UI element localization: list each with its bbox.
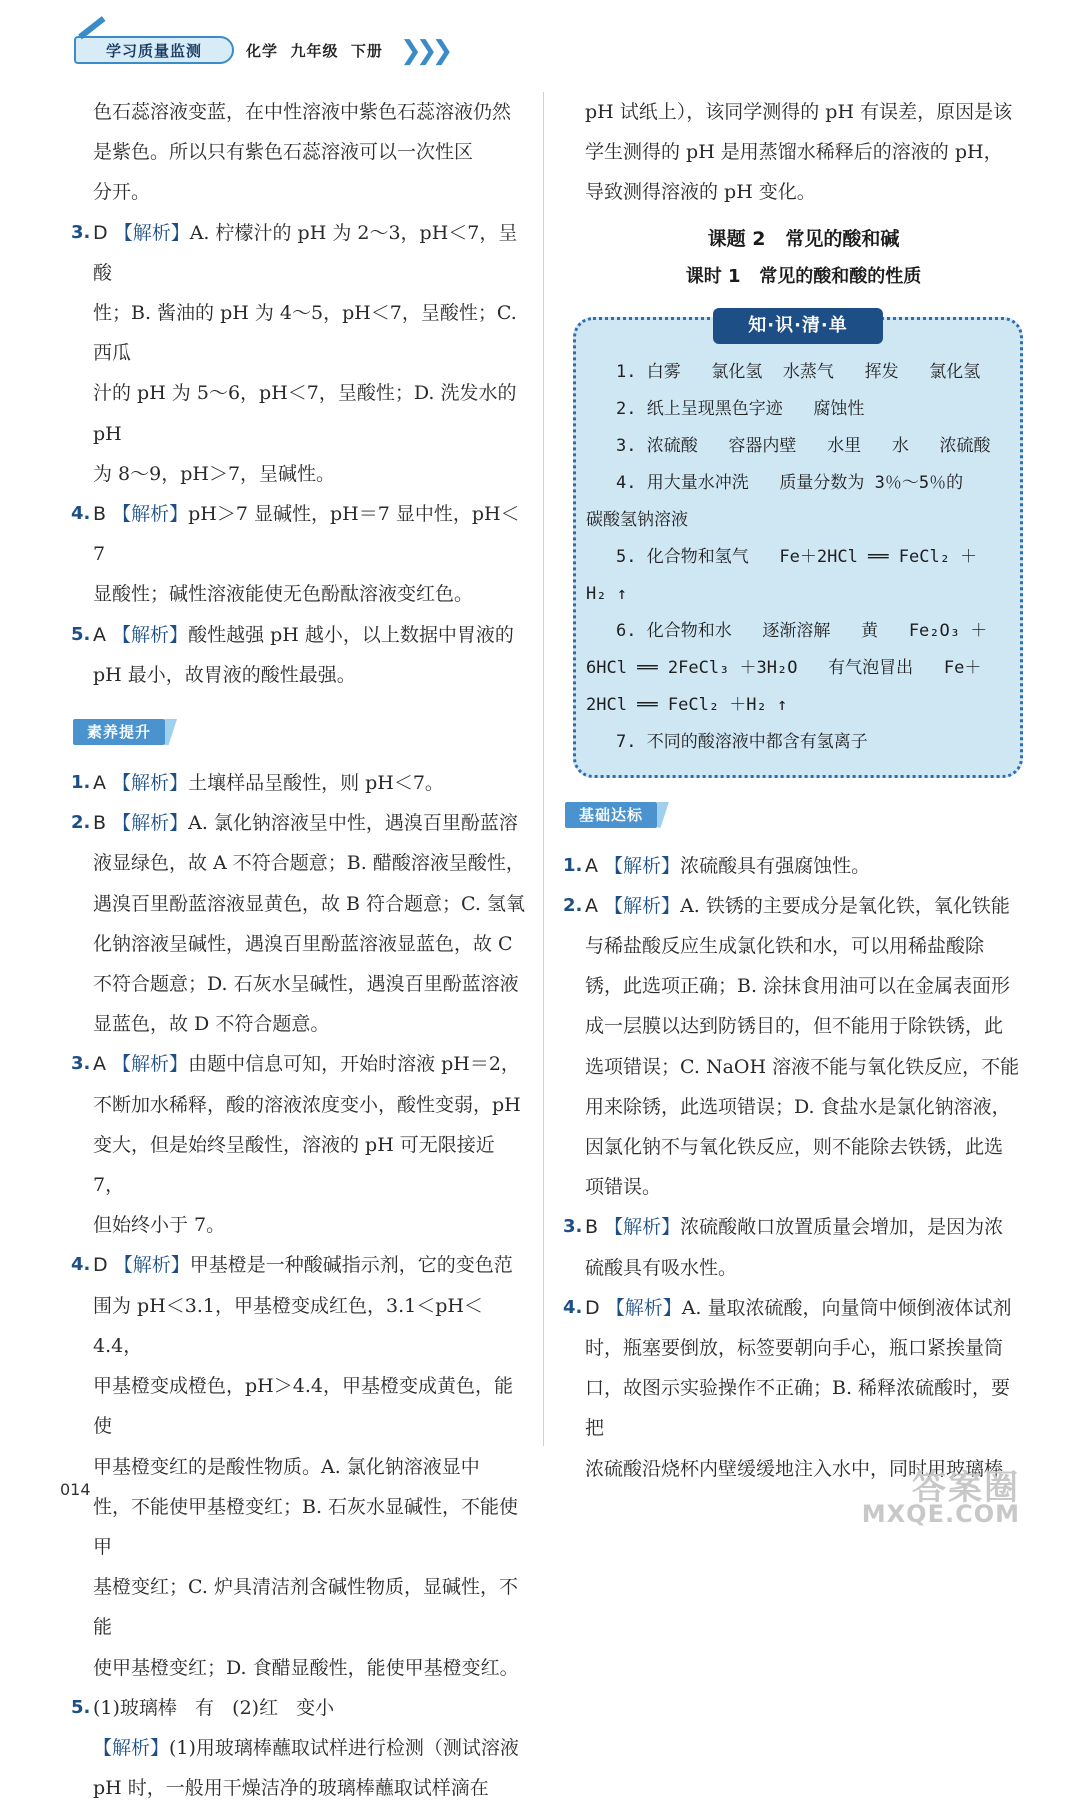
text-line: 甲基橙变红的是酸性物质。A. 氯化钠溶液显中	[93, 1455, 480, 1478]
text-line: A. 氯化钠溶液呈中性，遇溴百里酚蓝溶	[188, 812, 518, 835]
pen-icon	[78, 16, 105, 39]
text-line: 遇溴百里酚蓝溶液显黄色，故 B 符合题意；C. 氢氧	[93, 892, 525, 915]
text-line: 硫酸具有吸水性。	[585, 1256, 738, 1279]
answer-letter: A	[93, 623, 106, 646]
text-line: 时，瓶塞要倒放，标签要朝向手心，瓶口紧挨量筒	[585, 1337, 1004, 1360]
analysis-tag: 【解析】	[112, 623, 189, 646]
answer-letter: B	[93, 503, 107, 526]
answer-item-5	[71, 615, 530, 695]
analysis-tag: 【解析】	[112, 812, 189, 835]
analysis-tag: 【解析】	[112, 1053, 189, 1076]
answer-item-s3	[71, 1044, 530, 1245]
brand-title: 学习质量监测	[106, 42, 203, 60]
answer-item-r4	[563, 1288, 1022, 1489]
answer-letter: D	[585, 1296, 600, 1319]
text-line: 口，故图示实验操作不正确；B. 稀释浓硫酸时，要把	[585, 1377, 1011, 1440]
brand-badge	[74, 36, 234, 64]
continued-paragraph	[585, 92, 1022, 213]
analysis-tag: 【解析】	[604, 854, 681, 877]
text-line: 用来除锈，此选项错误；D. 食盐水是氯化钠溶液，	[585, 1095, 1011, 1118]
answer-item-r2	[563, 886, 1022, 1208]
chevron-arrows-icon: ❯❯❯	[400, 36, 448, 66]
checklist-line: H₂ ↑	[586, 583, 627, 604]
checklist-line: 2HCl ══ FeCl₂ ＋H₂ ↑	[586, 694, 788, 715]
checklist-line: 6. 化合物和水 逐渐溶解 黄 Fe₂O₃ ＋	[616, 620, 988, 641]
item-number: 4.	[563, 1296, 583, 1318]
section-label-jichu: 基础达标	[565, 802, 657, 828]
text-line: 浓硫酸敞口放置质量会增加，是因为浓	[680, 1216, 1004, 1239]
text-line: 因氯化钠不与氧化铁反应，则不能除去铁锈，此选	[585, 1136, 1004, 1159]
answer-item-r3	[563, 1207, 1022, 1287]
item-number: 4.	[71, 1254, 91, 1276]
item-number: 3.	[71, 221, 91, 243]
text-line: 性；B. 酱油的 pH 为 4～5，pH＜7，呈酸性；C. 西瓜	[93, 302, 517, 365]
watermark-text-bottom: MXQE.COM	[861, 1500, 1020, 1528]
text-line: 与稀盐酸反应生成氯化铁和水，可以用稀盐酸除	[585, 935, 985, 958]
answer-letter: A	[93, 1053, 106, 1076]
text-line: A. 铁锈的主要成分是氧化铁，氧化铁能	[680, 894, 1010, 917]
text-line: 显蓝色，故 D 不符合题意。	[93, 1013, 330, 1036]
item-number: 3.	[563, 1216, 583, 1238]
knowledge-checklist-box	[573, 314, 1023, 778]
text-line: 但始终小于 7。	[93, 1214, 226, 1237]
text-line: 浓硫酸具有强腐蚀性。	[680, 854, 871, 877]
section-label-suyang: 素养提升	[73, 719, 165, 745]
checklist-line: 7. 不同的酸溶液中都含有氢离子	[616, 731, 868, 752]
text-line: pH 试纸上），该同学测得的 pH 有误差，原因是该	[585, 101, 1013, 123]
text-line: A. 量取浓硫酸，向量筒中倾倒液体试剂	[681, 1296, 1012, 1319]
answer-letter: A	[585, 894, 598, 917]
text-line: pH 最小，故胃液的酸性最强。	[93, 663, 356, 686]
analysis-tag: 【解析】	[93, 1736, 170, 1759]
answer-item-s2	[71, 803, 530, 1044]
text-line: pH＞7 显碱性，pH＝7 显中性，pH＜7	[93, 503, 520, 566]
answer-item-s1	[71, 763, 530, 803]
checklist-line: 1. 白雾 氯化氢 水蒸气 挥发 氯化氢	[616, 361, 981, 382]
checklist-line: 碳酸氢钠溶液	[586, 509, 688, 530]
answer-line: (1)玻璃棒 有 (2)红 变小	[93, 1696, 335, 1719]
item-number: 3.	[71, 1053, 91, 1075]
answer-item-4	[71, 494, 530, 615]
text-line: 性，不能使甲基橙变红；B. 石灰水显碱性，不能使甲	[93, 1495, 519, 1558]
text-line: (1)用玻璃棒蘸取试样进行检测（测试溶液	[169, 1736, 519, 1759]
lesson-title: 课题 2 常见的酸和碱	[707, 227, 900, 250]
text-line: 浓硫酸沿烧杯内壁缓缓地注入水中，同时用玻璃棒	[585, 1457, 1004, 1480]
answer-item-3	[71, 213, 530, 494]
answer-letter: B	[93, 812, 107, 835]
answer-letter: A	[93, 772, 106, 795]
text-line: 基橙变红；C. 炉具清洁剂含碱性物质，显碱性，不能	[93, 1576, 518, 1639]
page-header	[74, 32, 474, 70]
text-line: 液显绿色，故 A 不符合题意；B. 醋酸溶液呈酸性，	[93, 852, 525, 875]
text-line: 不断加水稀释，酸的溶液浓度变小，酸性变弱，pH	[93, 1093, 521, 1116]
text-line: 显酸性；碱性溶液能使无色酚酞溶液变红色。	[93, 583, 474, 606]
text-line: 锈，此选项正确；B. 涂抹食用油可以在金属表面形	[585, 975, 1011, 998]
checklist-line: 2. 纸上呈现黑色字迹 腐蚀性	[616, 398, 865, 419]
text-line: 学生测得的 pH 是用蒸馏水稀释后的溶液的 pH，	[585, 141, 1003, 164]
text-line: 分开。	[93, 181, 151, 204]
text-line: 土壤样品呈酸性，则 pH＜7。	[188, 772, 444, 795]
checklist-line: 6HCl ══ 2FeCl₃ ＋3H₂O 有气泡冒出 Fe＋	[586, 657, 982, 678]
text-line: 酸性越强 pH 越小，以上数据中胃液的	[188, 623, 514, 646]
item-number: 2.	[71, 812, 91, 834]
item-number: 4.	[71, 503, 91, 525]
item-number: 1.	[563, 854, 583, 876]
text-line: 项错误。	[585, 1176, 662, 1199]
answer-letter: D	[93, 1254, 108, 1277]
watermark-text-top: 答案圈	[912, 1468, 1020, 1508]
item-number: 2.	[563, 894, 583, 916]
text-line: 为 8～9，pH＞7，呈碱性。	[93, 462, 336, 485]
text-line: 化钠溶液呈碱性，遇溴百里酚蓝溶液显蓝色，故 C	[93, 932, 513, 955]
analysis-tag: 【解析】	[112, 503, 189, 526]
answer-letter: D	[93, 221, 108, 244]
analysis-tag: 【解析】	[112, 772, 189, 795]
analysis-tag: 【解析】	[113, 221, 190, 244]
item-number: 5.	[71, 1696, 91, 1718]
item-number: 1.	[71, 772, 91, 794]
text-line: 汁的 pH 为 5～6，pH＜7，呈酸性；D. 洗发水的 pH	[93, 382, 517, 445]
analysis-tag: 【解析】	[604, 894, 681, 917]
page-number: 014	[60, 1480, 91, 1499]
text-line: pH 时，一般用干燥洁净的玻璃棒蘸取试样滴在	[93, 1777, 489, 1800]
lesson-subtitle: 课时 1 常见的酸和酸的性质	[685, 265, 922, 287]
text-line: 不符合题意；D. 石灰水呈碱性，遇溴百里酚蓝溶液	[93, 973, 519, 996]
subject-label: 化学 九年级 下册	[246, 42, 383, 60]
text-line: 导致测得溶液的 pH 变化。	[585, 181, 816, 204]
text-line: 变大，但是始终呈酸性，溶液的 pH 可无限接近 7，	[93, 1133, 495, 1197]
analysis-tag: 【解析】	[605, 1296, 682, 1319]
text-line: A. 柠檬汁的 pH 为 2～3，pH＜7，呈酸	[93, 221, 518, 284]
answer-item-r1	[563, 846, 1022, 886]
analysis-tag: 【解析】	[604, 1216, 681, 1239]
text-line: 由题中信息可知，开始时溶液 pH＝2，	[188, 1053, 520, 1076]
answer-item-s5	[71, 1688, 530, 1808]
text-line: 是紫色。所以只有紫色石蕊溶液可以一次性区	[93, 141, 474, 164]
text-line: 甲基橙是一种酸碱指示剂，它的变色范	[189, 1254, 513, 1277]
analysis-tag: 【解析】	[113, 1254, 190, 1277]
checklist-line: 4. 用大量水冲洗 质量分数为 3％～5％的	[616, 472, 964, 493]
watermark-logo	[861, 1460, 1020, 1530]
text-line: 甲基橙变成橙色，pH＞4.4，甲基橙变成黄色，能使	[93, 1375, 513, 1438]
intro-paragraph	[93, 92, 530, 213]
text-line: 选项错误；C. NaOH 溶液不能与氧化铁反应，不能	[585, 1055, 1020, 1078]
answer-letter: B	[585, 1216, 599, 1239]
item-number: 5.	[71, 623, 91, 645]
checklist-line: 5. 化合物和氢气 Fe＋2HCl ══ FeCl₂ ＋	[616, 546, 978, 567]
text-line: 成一层膜以达到防锈目的，但不能用于除铁锈，此	[585, 1015, 1004, 1038]
answer-letter: A	[585, 854, 598, 877]
column-divider	[543, 92, 544, 1446]
right-column	[563, 92, 1022, 1489]
text-line: 使甲基橙变红；D. 食醋显酸性，能使甲基橙变红。	[93, 1656, 519, 1679]
text-line: 围为 pH＜3.1，甲基橙变成红色，3.1＜pH＜4.4，	[93, 1294, 483, 1357]
text-line: 色石蕊溶液变蓝，在中性溶液中紫色石蕊溶液仍然	[93, 101, 512, 123]
knowledge-box-title: 知·识·清·单	[713, 308, 883, 344]
checklist-line: 3. 浓硫酸 容器内壁 水里 水 浓硫酸	[616, 435, 991, 456]
